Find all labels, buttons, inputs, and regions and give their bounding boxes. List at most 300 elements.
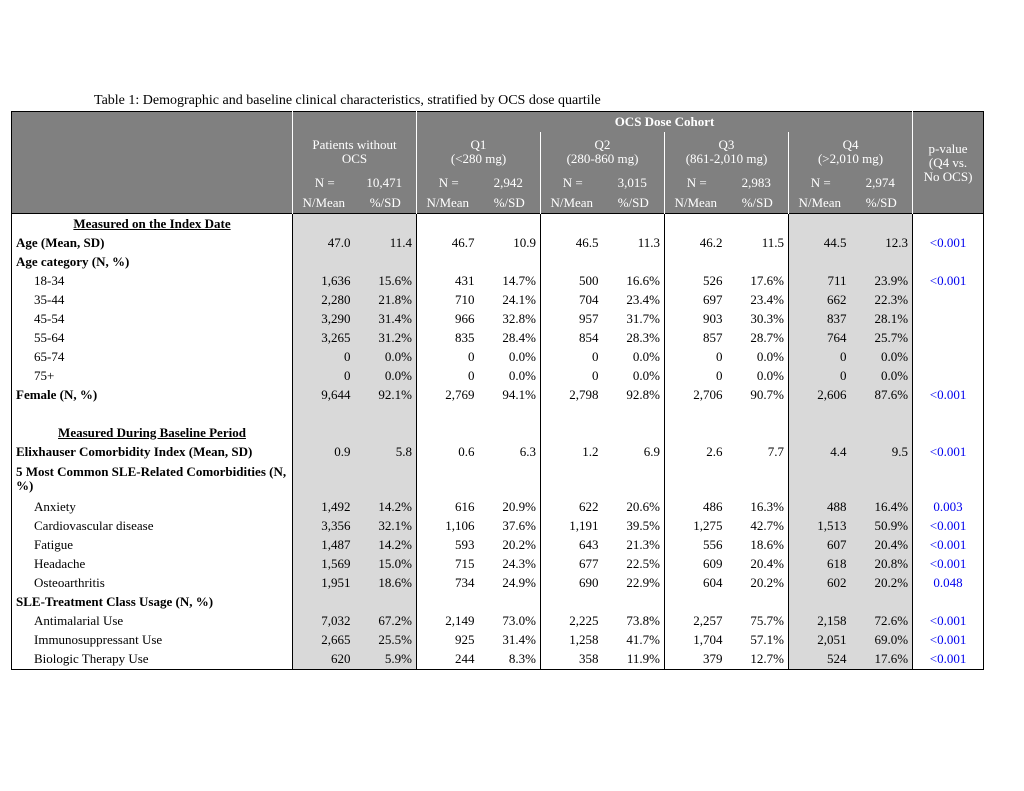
group-n-label: N = (541, 172, 603, 194)
cell-pct-sd: 16.6% (626, 272, 660, 288)
group-header-3 (665, 132, 789, 172)
cell-pct-sd (479, 593, 541, 612)
cell-pct-sd: 15.6% (355, 271, 417, 290)
row-label: Anxiety (34, 499, 76, 514)
cell-pct-sd: 11.4 (355, 233, 417, 252)
table-row (12, 517, 984, 536)
cell-n-mean: 2,769 (417, 385, 479, 404)
cell-pct-sd: 18.6% (750, 537, 784, 553)
cell-pct-sd: 31.4% (502, 632, 536, 648)
cell-pct-sd: 75.7% (750, 613, 784, 629)
cell-pct-sd: 90.7% (750, 386, 784, 402)
row-label: Headache (34, 556, 86, 572)
cell-pct-sd: 31.4% (355, 309, 417, 328)
cell-pct-sd: 50.9% (851, 517, 913, 536)
cell-n-mean (293, 252, 355, 271)
cell-n-mean (541, 593, 603, 612)
cell-n-mean (789, 252, 851, 271)
cell-n-mean: 620 (293, 650, 355, 670)
cell-pct-sd: 42.7% (750, 518, 784, 534)
subheader-nmean: N/Mean (541, 194, 603, 214)
cell-n-mean: 957 (541, 309, 603, 328)
cell-pct-sd (479, 461, 541, 497)
cell-n-mean: 44.5 (789, 233, 851, 252)
cell-pct-sd (851, 252, 913, 271)
row-label: 5 Most Common SLE-Related Comorbidities (N, %) (16, 464, 287, 494)
cell-n-mean (789, 423, 851, 442)
cell-n-mean: 3,265 (293, 328, 355, 347)
cell-n-mean: 677 (541, 555, 603, 574)
group-n-value: 2,983 (727, 172, 789, 194)
cell-n-mean: 526 (665, 271, 727, 290)
cell-n-mean: 604 (665, 574, 727, 593)
cell-pct-sd: 11.9% (626, 651, 660, 667)
cell-n-mean: 0 (541, 366, 603, 385)
cell-n-mean: 1,191 (541, 517, 603, 536)
cell-pct-sd: 67.2% (355, 612, 417, 631)
cell-n-mean: 835 (417, 328, 479, 347)
cell-n-mean: 662 (789, 290, 851, 309)
group-title: Q2 (594, 136, 611, 152)
row-label: 18-34 (34, 272, 65, 288)
cell-pct-sd: 11.5 (761, 234, 784, 250)
cell-n-mean: 2,257 (665, 612, 727, 631)
group-n-label: N = (417, 172, 479, 194)
cell-n-mean: 556 (665, 536, 727, 555)
pvalue-header-line1: p-value (928, 140, 968, 156)
cell-n-mean: 9,644 (293, 385, 355, 404)
cell-pct-sd: 20.2% (851, 574, 913, 593)
cell-pct-sd: 73.8% (626, 613, 660, 629)
cell-n-mean: 1,258 (541, 631, 603, 650)
cell-p-value (913, 328, 984, 347)
subheader-pctsd: %/SD (727, 194, 789, 214)
cell-p-value (913, 252, 984, 271)
cell-p-value (913, 404, 984, 423)
group-title: Patients without (312, 136, 397, 152)
cell-pct-sd: 41.7% (626, 632, 660, 648)
cell-pct-sd (851, 404, 913, 423)
cell-pct-sd (727, 404, 789, 423)
row-label: 55-64 (34, 329, 65, 345)
row-label: 65-74 (34, 348, 65, 364)
subheader-nmean: N/Mean (293, 194, 355, 214)
cell-n-mean: 616 (417, 497, 479, 516)
cell-pct-sd (479, 423, 541, 442)
cell-n-mean: 854 (541, 328, 603, 347)
cell-pct-sd (355, 423, 417, 442)
cell-pct-sd: 0.0% (851, 366, 913, 385)
cohort-header: OCS Dose Cohort (417, 112, 913, 132)
row-label: 75+ (34, 367, 55, 383)
pvalue-header-line3: No OCS) (923, 168, 973, 184)
cell-pct-sd: 14.2% (355, 497, 417, 516)
cell-n-mean: 710 (417, 290, 479, 309)
cell-pct-sd: 30.3% (750, 310, 784, 326)
cell-n-mean (293, 593, 355, 612)
cell-pct-sd: 20.4% (750, 556, 784, 572)
table-row (12, 347, 984, 366)
cell-pct-sd: 17.6% (750, 272, 784, 288)
cell-pct-sd (479, 214, 541, 234)
cell-n-mean: 0 (293, 366, 355, 385)
cell-p-value: 0.048 (913, 574, 984, 593)
cell-n-mean: 0 (665, 366, 727, 385)
cell-n-mean: 7,032 (293, 612, 355, 631)
cell-n-mean: 4.4 (789, 442, 851, 461)
cell-n-mean (417, 461, 479, 497)
group-range: OCS (341, 150, 368, 166)
cell-n-mean: 925 (417, 631, 479, 650)
cell-n-mean: 602 (789, 574, 851, 593)
cell-n-mean: 2,280 (293, 290, 355, 309)
cell-n-mean: 690 (541, 574, 603, 593)
cell-pct-sd: 28.1% (851, 309, 913, 328)
cell-pct-sd: 0.0% (355, 366, 417, 385)
cell-n-mean: 2,665 (293, 631, 355, 650)
cell-pct-sd: 5.9% (355, 650, 417, 670)
cell-pct-sd (355, 214, 417, 234)
cell-n-mean (541, 461, 603, 497)
cell-n-mean (417, 252, 479, 271)
cell-pct-sd (727, 252, 789, 271)
cell-pct-sd: 20.2% (502, 537, 536, 553)
cell-n-mean (789, 461, 851, 497)
cell-n-mean: 431 (417, 271, 479, 290)
cell-n-mean: 3,356 (293, 517, 355, 536)
cell-pct-sd: 24.1% (502, 291, 536, 307)
cell-p-value: <0.001 (913, 631, 984, 650)
cell-pct-sd: 69.0% (851, 631, 913, 650)
cell-n-mean: 2,149 (417, 612, 479, 631)
cell-pct-sd: 0.0% (851, 347, 913, 366)
cell-pct-sd: 0.0% (508, 348, 536, 364)
group-header-2 (541, 132, 665, 172)
cell-n-mean: 244 (417, 650, 479, 670)
table-row (12, 233, 984, 252)
section-heading: Measured During Baseline Period (58, 424, 246, 440)
spacer-cell (12, 404, 293, 423)
cell-pct-sd (603, 252, 665, 271)
cell-pct-sd: 23.4% (626, 291, 660, 307)
table-row (12, 536, 984, 555)
cell-pct-sd: 8.3% (508, 651, 536, 667)
subheader-nmean: N/Mean (789, 194, 851, 214)
cell-n-mean: 2,798 (541, 385, 603, 404)
cell-pct-sd (355, 404, 417, 423)
cell-n-mean (665, 461, 727, 497)
group-range: (<280 mg) (450, 150, 507, 166)
cell-n-mean: 1,513 (789, 517, 851, 536)
subheader-nmean: N/Mean (665, 194, 727, 214)
group-header-1 (417, 132, 541, 172)
cell-n-mean (293, 423, 355, 442)
cell-n-mean: 358 (541, 650, 603, 670)
group-n-label: N = (789, 172, 851, 194)
cell-p-value (913, 290, 984, 309)
row-label: Cardiovascular disease (34, 518, 154, 534)
cell-n-mean: 857 (665, 328, 727, 347)
cell-n-mean (541, 423, 603, 442)
cell-n-mean: 500 (541, 271, 603, 290)
group-range: (861-2,010 mg) (685, 150, 768, 166)
pvalue-header (913, 112, 984, 214)
cell-n-mean (541, 252, 603, 271)
cell-n-mean: 379 (665, 650, 727, 670)
cell-pct-sd: 20.2% (750, 575, 784, 591)
cell-n-mean: 1,951 (293, 574, 355, 593)
cell-pct-sd (727, 461, 789, 497)
group-n-value: 2,974 (851, 172, 913, 194)
cell-pct-sd (355, 461, 417, 497)
table-row (12, 404, 984, 423)
cell-n-mean: 711 (789, 271, 851, 290)
cell-n-mean: 593 (417, 536, 479, 555)
group-range: (280-860 mg) (566, 150, 639, 166)
row-label: Immunosuppressant Use (34, 632, 163, 648)
cell-n-mean: 715 (417, 555, 479, 574)
cell-pct-sd: 39.5% (626, 518, 660, 534)
cell-n-mean (665, 214, 727, 234)
group-n-value: 3,015 (603, 172, 665, 194)
cell-pct-sd (851, 461, 913, 497)
cell-n-mean (789, 593, 851, 612)
subheader-nmean: N/Mean (417, 194, 479, 214)
table-caption: Table 1: Demographic and baseline clinical characteristics, stratified by OCS dose quartile (94, 93, 601, 108)
group-n-label: N = (665, 172, 727, 194)
pvalue-header-line2: (Q4 vs. (928, 154, 968, 170)
cell-pct-sd: 20.4% (851, 536, 913, 555)
cell-n-mean (665, 252, 727, 271)
cell-pct-sd: 0.0% (756, 348, 784, 364)
subheader-pctsd: %/SD (603, 194, 665, 214)
cell-n-mean: 0 (789, 366, 851, 385)
cell-pct-sd: 92.1% (355, 385, 417, 404)
cell-p-value: 0.003 (913, 497, 984, 516)
cell-p-value: <0.001 (913, 233, 984, 252)
cell-pct-sd: 17.6% (851, 650, 913, 670)
cell-pct-sd: 31.7% (626, 310, 660, 326)
subheader-pctsd: %/SD (851, 194, 913, 214)
cell-n-mean: 47.0 (293, 233, 355, 252)
cell-p-value (913, 366, 984, 385)
cell-p-value: <0.001 (913, 536, 984, 555)
table-row (12, 650, 984, 670)
cell-n-mean (417, 593, 479, 612)
cell-pct-sd: 72.6% (851, 612, 913, 631)
cell-pct-sd: 92.8% (626, 386, 660, 402)
cell-pct-sd (851, 423, 913, 442)
cell-p-value (913, 309, 984, 328)
cell-n-mean: 3,290 (293, 309, 355, 328)
cell-n-mean: 486 (665, 497, 727, 516)
cell-n-mean: 764 (789, 328, 851, 347)
cell-pct-sd: 0.0% (355, 347, 417, 366)
cell-n-mean (541, 214, 603, 234)
cell-pct-sd: 10.9 (513, 234, 536, 250)
cell-n-mean (789, 404, 851, 423)
cell-n-mean: 697 (665, 290, 727, 309)
table-row (12, 290, 984, 309)
cell-n-mean: 0.9 (293, 442, 355, 461)
characteristics-table (11, 111, 984, 670)
cell-pct-sd: 23.9% (851, 271, 913, 290)
cell-pct-sd (851, 593, 913, 612)
cell-n-mean: 609 (665, 555, 727, 574)
cell-n-mean: 488 (789, 497, 851, 516)
cell-pct-sd: 32.1% (355, 517, 417, 536)
row-label: Elixhauser Comorbidity Index (Mean, SD) (16, 443, 253, 459)
cell-pct-sd: 20.6% (626, 499, 660, 514)
row-label: Antimalarial Use (34, 613, 124, 629)
cell-pct-sd: 94.1% (502, 386, 536, 402)
cell-pct-sd: 21.3% (626, 537, 660, 553)
cell-pct-sd: 37.6% (502, 518, 536, 534)
cell-n-mean (665, 593, 727, 612)
cell-pct-sd: 31.2% (355, 328, 417, 347)
cell-n-mean: 46.7 (417, 233, 479, 252)
cell-pct-sd: 20.8% (851, 555, 913, 574)
cell-pct-sd: 7.7 (767, 443, 784, 459)
cell-pct-sd: 25.5% (355, 631, 417, 650)
cell-n-mean: 0 (541, 347, 603, 366)
cell-pct-sd (603, 214, 665, 234)
cell-p-value (913, 214, 984, 234)
table-row (12, 574, 984, 593)
cell-pct-sd: 11.3 (637, 234, 660, 250)
cell-pct-sd: 15.0% (355, 555, 417, 574)
cell-n-mean (417, 404, 479, 423)
cell-n-mean: 524 (789, 650, 851, 670)
row-label: 35-44 (34, 291, 65, 307)
cell-n-mean: 46.5 (541, 233, 603, 252)
cell-pct-sd: 22.3% (851, 290, 913, 309)
cell-n-mean: 2,606 (789, 385, 851, 404)
group-range: (>2,010 mg) (817, 150, 884, 166)
cell-pct-sd (727, 593, 789, 612)
cell-pct-sd: 0.0% (632, 348, 660, 364)
cell-p-value: <0.001 (913, 442, 984, 461)
cell-pct-sd: 5.8 (355, 442, 417, 461)
cell-p-value: <0.001 (913, 271, 984, 290)
cell-pct-sd: 22.9% (626, 575, 660, 591)
cell-pct-sd: 16.4% (851, 497, 913, 516)
cell-p-value: <0.001 (913, 517, 984, 536)
header-corner (12, 112, 293, 214)
cell-n-mean: 903 (665, 309, 727, 328)
cell-n-mean: 1,569 (293, 555, 355, 574)
cell-n-mean: 704 (541, 290, 603, 309)
table-row (12, 366, 984, 385)
cell-n-mean: 2,225 (541, 612, 603, 631)
row-label: Osteoarthritis (34, 575, 105, 591)
cell-n-mean: 734 (417, 574, 479, 593)
table-row (12, 214, 984, 234)
row-label: Female (N, %) (16, 386, 98, 402)
cell-n-mean: 0 (789, 347, 851, 366)
cell-p-value (913, 461, 984, 497)
cell-pct-sd: 16.3% (750, 499, 784, 514)
cell-pct-sd (603, 423, 665, 442)
cell-n-mean: 966 (417, 309, 479, 328)
cell-pct-sd: 12.7% (750, 651, 784, 667)
table-row (12, 442, 984, 461)
table-row (12, 309, 984, 328)
cell-n-mean (789, 214, 851, 234)
table-row (12, 423, 984, 442)
group-title: Q4 (842, 136, 859, 152)
row-label: SLE-Treatment Class Usage (N, %) (16, 594, 214, 610)
cell-pct-sd: 18.6% (355, 574, 417, 593)
group-header-0 (293, 132, 417, 172)
row-label: Age category (N, %) (16, 253, 130, 269)
cell-pct-sd (603, 404, 665, 423)
cell-pct-sd: 32.8% (502, 310, 536, 326)
cell-pct-sd: 24.3% (502, 556, 536, 572)
cell-n-mean: 643 (541, 536, 603, 555)
cell-pct-sd: 20.9% (502, 499, 536, 514)
header-spacer (293, 112, 417, 132)
group-header-4 (789, 132, 913, 172)
cell-pct-sd (603, 593, 665, 612)
subheader-pctsd: %/SD (355, 194, 417, 214)
row-label: Age (Mean, SD) (16, 234, 105, 250)
cell-n-mean: 0 (665, 347, 727, 366)
cell-n-mean: 1,106 (417, 517, 479, 536)
cell-n-mean: 0.6 (417, 442, 479, 461)
group-n-value: 10,471 (355, 172, 417, 194)
table-row (12, 328, 984, 347)
cell-pct-sd: 0.0% (632, 367, 660, 383)
cell-p-value: <0.001 (913, 385, 984, 404)
cell-n-mean: 622 (541, 497, 603, 516)
cell-n-mean: 2,158 (789, 612, 851, 631)
section-heading: Measured on the Index Date (12, 214, 293, 234)
cell-n-mean (541, 404, 603, 423)
cell-n-mean (293, 214, 355, 234)
cell-pct-sd: 12.3 (851, 233, 913, 252)
cell-n-mean: 0 (417, 366, 479, 385)
cell-pct-sd (355, 252, 417, 271)
cell-pct-sd: 22.5% (626, 556, 660, 572)
cell-pct-sd: 9.5 (851, 442, 913, 461)
cell-pct-sd: 14.2% (355, 536, 417, 555)
table-row (12, 497, 984, 516)
cell-n-mean: 2,706 (665, 385, 727, 404)
cell-pct-sd: 0.0% (508, 367, 536, 383)
cell-n-mean: 1,487 (293, 536, 355, 555)
group-n-value: 2,942 (479, 172, 541, 194)
cell-n-mean: 2.6 (665, 442, 727, 461)
row-label: Biologic Therapy Use (34, 651, 149, 667)
cell-n-mean: 1,704 (665, 631, 727, 650)
cell-n-mean: 0 (293, 347, 355, 366)
row-label: 45-54 (34, 310, 65, 326)
cell-pct-sd (355, 593, 417, 612)
cell-pct-sd (479, 252, 541, 271)
cell-n-mean (417, 214, 479, 234)
cell-pct-sd (603, 461, 665, 497)
cell-n-mean (293, 404, 355, 423)
cell-n-mean: 2,051 (789, 631, 851, 650)
cell-p-value: <0.001 (913, 612, 984, 631)
cell-p-value (913, 423, 984, 442)
subheader-pctsd: %/SD (479, 194, 541, 214)
cell-pct-sd (851, 214, 913, 234)
cell-pct-sd: 23.4% (750, 291, 784, 307)
cell-n-mean: 607 (789, 536, 851, 555)
table-row (12, 461, 984, 497)
